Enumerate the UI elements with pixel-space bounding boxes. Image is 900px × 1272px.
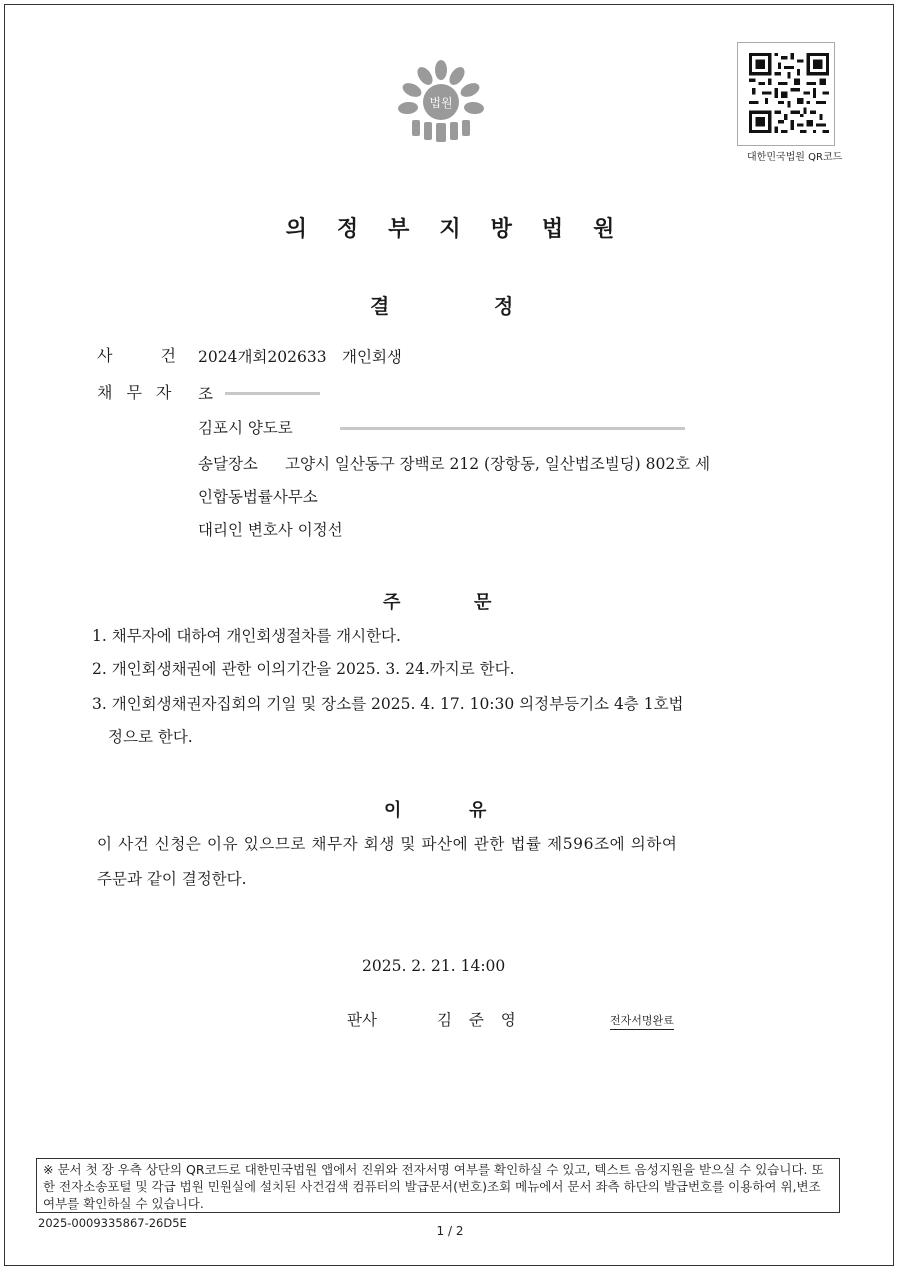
reason-heading-left: 이 [384, 800, 402, 821]
order-item-2: 2. 개인회생채권에 관한 이의기간을 2025. 3. 24.까지로 한다. [92, 660, 515, 678]
reason-line-2: 주문과 같이 결정한다. [97, 870, 247, 888]
court-emblem-icon [398, 60, 484, 142]
judge-title: 판사 [347, 1011, 377, 1029]
debtor-agent: 대리인 변호사 이정선 [198, 521, 343, 539]
order-item-3: 3. 개인회생채권자집회의 기일 및 장소를 2025. 4. 17. 10:30 의정부등기소 4층 1호법 [92, 695, 684, 713]
order-item-3-cont: 정으로 한다. [108, 728, 193, 746]
judge-name: 김 준 영 [437, 1011, 522, 1029]
case-type: 개인회생 [342, 348, 402, 366]
debtor-name: 조 [198, 385, 213, 403]
order-heading-left: 주 [383, 592, 401, 613]
service-address-line1: 고양시 일산동구 장백로 212 (장항동, 일산법조빌딩) 802호 세 [285, 455, 711, 473]
qr-caption: 대한민국법원 QR코드 [747, 152, 843, 163]
debtor-address: 김포시 양도로 [198, 419, 293, 437]
service-label: 송달장소 [198, 455, 258, 473]
decision-date: 2025. 2. 21. 14:00 [362, 957, 506, 975]
case-label: 사건 [97, 346, 224, 365]
service-address-line2: 인합동법률사무소 [198, 488, 318, 506]
electronic-signature-mark: 전자서명완료 [610, 1012, 674, 1030]
debtor-label: 채무자 [97, 383, 186, 402]
doc-title-left: 결 [370, 294, 390, 318]
reason-line-1: 이 사건 신청은 이유 있으므로 채무자 회생 및 파산에 관한 법률 제596조에 의하여 [97, 835, 678, 853]
page-number: 1 / 2 [436, 1224, 464, 1238]
redaction-mark [340, 427, 685, 430]
order-heading-right: 문 [474, 592, 492, 613]
emblem-text: 법원 [429, 96, 453, 110]
verification-notice: ※ 문서 첫 장 우측 상단의 QR코드로 대한민국법원 앱에서 진위와 전자서명 여부를 확인하실 수 있고, 텍스트 음성지원을 받으실 수 있습니다. 또한 전자소송포털 및 각급 법원 민원실에 설치된 사건검색 컴퓨터의 발급문서(번호)조회 메뉴에서 문서 좌측 하단의 발급번호를 이용하여 위,변조 여부를 확인하실 수 있습니다. [36, 1158, 840, 1213]
court-name: 의정부지방법원 [285, 216, 645, 242]
reason-heading-right: 유 [469, 800, 487, 821]
case-number: 2024개회202633 [198, 348, 327, 366]
order-item-1: 1. 채무자에 대하여 개인회생절차를 개시한다. [92, 627, 401, 645]
doc-title-right: 정 [494, 294, 514, 318]
qr-code-icon [749, 52, 829, 134]
redaction-mark [225, 392, 320, 395]
issue-number: 2025-0009335867-26D5E [38, 1216, 187, 1230]
